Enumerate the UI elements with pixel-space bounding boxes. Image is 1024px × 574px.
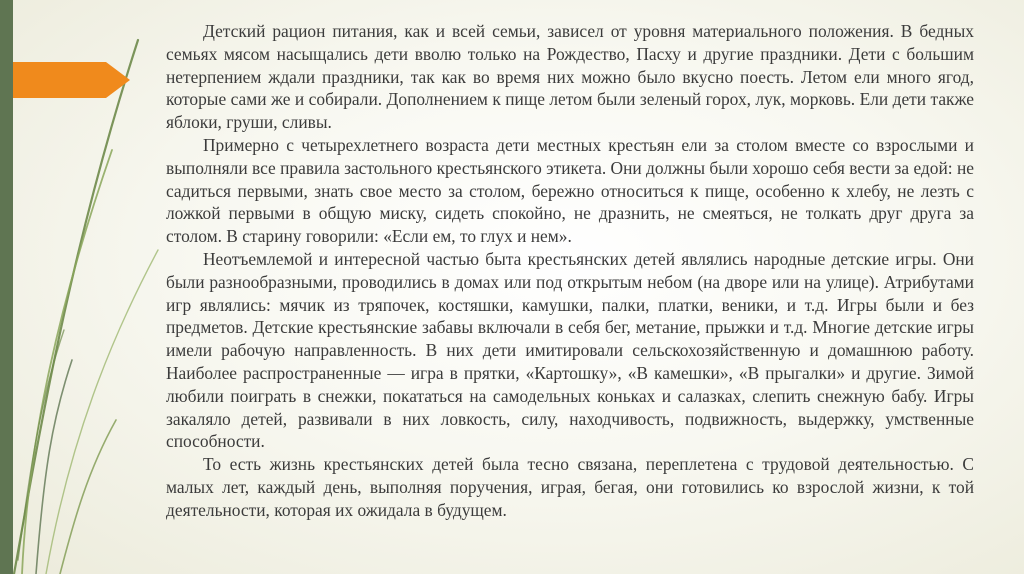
- curve-5: [46, 250, 158, 574]
- paragraph: Детский рацион питания, как и всей семьи, зависел от уровня материального положения. В бедных семьях мясом насыщались дети вволю только на Рождество, Пасху и другие праздники. Дети с большим нетерпением ждали праздники, так как во время них можно было вкусно поесть. Летом ели много ягод, которые сами же и собирали. Дополнением к пище летом были зеленый горох, лук, морковь. Ели дети также яблоки, груши, сливы.: [166, 21, 974, 133]
- curve-1: [14, 40, 138, 574]
- arrow-marker-icon: [13, 62, 130, 98]
- paragraph: То есть жизнь крестьянских детей была тесно связана, переплетена с трудовой деятельностью. С малых лет, каждый день, выполняя поручения, играя, бегая, они готовились ко взрослой жизни, к той деятельности, которая их ожидала в будущем.: [166, 454, 974, 520]
- curve-4: [60, 420, 116, 574]
- decorative-curves: [0, 0, 170, 574]
- slide-body-text: [166, 20, 974, 522]
- paragraph: Неотъемлемой и интересной частью быта крестьянских детей являлись народные детские игры. Они были разнообразными, проводились в домах или под открытым небом (на дворе или на улице). Атрибутами игр являлись: мячик из тряпочек, костяшки, камушки, палки, платки, веники, и т.д. Игры были и без предметов. Детские крестьянские забавы включали в себя бег, метание, прыжки и т.д. Многие детские игры имели рабочую направленность. В них дети имитировали сельскохозяйственную и домашнюю работу. Наиболее распространенные — игра в прятки, «Картошку», «В камешки», «В прыгалки» и другие. Зимой любили поиграть в снежки, покататься на самодельных коньках и салазках, слепить снежную бабу. Игры закаляло детей, развивали в них ловкость, силу, находчивость, подвижность, выдержку, умственные способности.: [166, 248, 974, 452]
- curve-2: [22, 150, 112, 574]
- curve-3: [36, 360, 72, 574]
- paragraph: Примерно с четырехлетнего возраста дети местных крестьян ели за столом вместе со взрослыми и выполняли все правила застольного крестьянского этикета. Они должны были хорошо себя вести за едой: не садиться первыми, знать свое место за столом, бережно относиться к пище, особенно к хлебу, не лезть с ложкой первыми в общую миску, сидеть спокойно, не дразнить, не смеяться, не толкать друг друга за столом. В старину говорили: «Если ем, то глух и нем».: [166, 134, 974, 247]
